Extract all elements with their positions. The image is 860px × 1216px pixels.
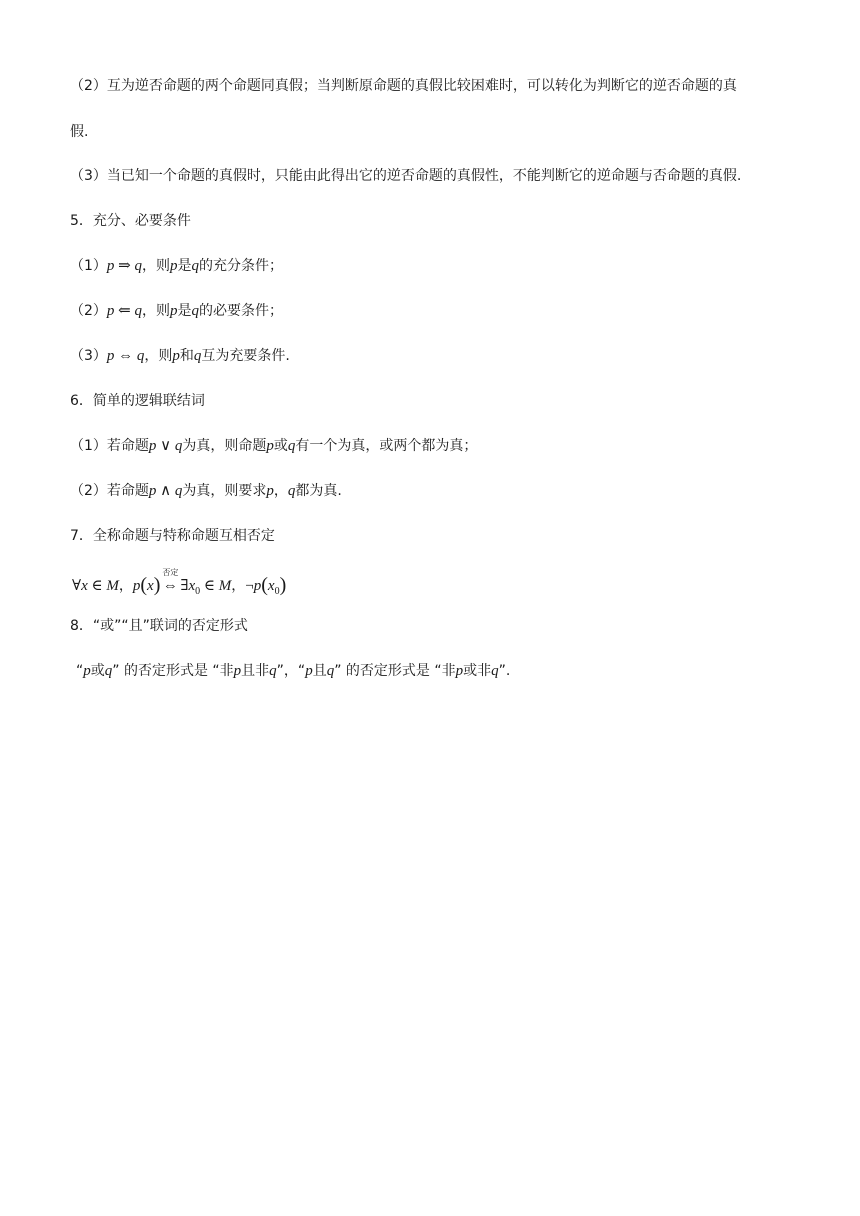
math-x: x bbox=[147, 578, 154, 594]
text-or: 或 bbox=[273, 438, 288, 454]
and-symbol: ∧ bbox=[156, 483, 175, 499]
element-of-symbol: ∈ bbox=[87, 578, 107, 594]
math-q: q bbox=[134, 303, 142, 319]
math-M: M bbox=[218, 578, 232, 594]
math-q: q bbox=[287, 438, 296, 454]
text-and-not: 且非 bbox=[241, 663, 270, 679]
section-5-line-3 bbox=[70, 346, 290, 366]
math-p: p bbox=[455, 663, 464, 679]
text-tail: 有一个为真，或两个都为真； bbox=[295, 438, 478, 454]
text-d: ”. bbox=[498, 663, 511, 679]
text-then: ，则 bbox=[142, 258, 170, 274]
math-q: q bbox=[287, 483, 296, 499]
math-p: p bbox=[106, 258, 115, 274]
math-p: p bbox=[148, 438, 157, 454]
section-7-heading: 7．全称命题与特称命题互相否定 bbox=[70, 528, 275, 544]
subscript-0: 0 bbox=[195, 586, 201, 597]
math-q: q bbox=[193, 348, 202, 364]
line-number: （2）若命题 bbox=[70, 483, 149, 499]
section-5-line-2 bbox=[70, 301, 283, 321]
exists-symbol: ∃ bbox=[180, 578, 189, 594]
math-p: p bbox=[172, 348, 180, 364]
or-symbol: ∨ bbox=[156, 438, 175, 454]
negation-label: 否定 bbox=[162, 568, 179, 577]
section-5-heading: 5．充分、必要条件 bbox=[70, 213, 191, 229]
text-tail: 都为真. bbox=[295, 483, 342, 499]
text-a: 为真，则要求 bbox=[182, 483, 267, 499]
text-is: 是 bbox=[177, 303, 192, 319]
math-p: p bbox=[170, 303, 178, 319]
section-7-formula bbox=[72, 568, 287, 600]
math-q: q bbox=[174, 438, 183, 454]
text-then: ，则 bbox=[144, 348, 173, 364]
item-3-text: （3）当已知一个命题的真假时，只能由此得出它的逆否命题的真假性，不能判断它的逆命题与否命题的真假. bbox=[70, 168, 742, 184]
text-sep: ， bbox=[273, 483, 288, 499]
element-of-symbol: ∈ bbox=[200, 578, 219, 594]
implied-by-symbol: ⇐ bbox=[114, 303, 135, 319]
math-q: q bbox=[174, 483, 183, 499]
math-p: p bbox=[148, 483, 157, 499]
implies-symbol: ⇒ bbox=[114, 258, 135, 274]
math-q: q bbox=[191, 303, 199, 319]
math-q: q bbox=[104, 663, 113, 679]
section-8-heading: 8．“或”“且”联词的否定形式 bbox=[70, 618, 248, 634]
text-then: ，则 bbox=[142, 303, 170, 319]
math-q: q bbox=[491, 663, 499, 679]
math-q: q bbox=[136, 348, 145, 364]
section-5-line-1 bbox=[70, 256, 283, 276]
math-p: p bbox=[106, 303, 115, 319]
section-6-heading: 6．简单的逻辑联结词 bbox=[70, 393, 205, 409]
math-p: p bbox=[170, 258, 178, 274]
section-8-line bbox=[76, 661, 510, 681]
not-symbol: ¬ bbox=[245, 578, 254, 594]
math-p: p bbox=[253, 578, 262, 594]
section-6-line-2 bbox=[70, 481, 342, 501]
text-and: 且 bbox=[312, 663, 327, 679]
math-q: q bbox=[191, 258, 199, 274]
iff-symbol: ⇔ bbox=[162, 578, 178, 594]
text-or: 或 bbox=[90, 663, 105, 679]
text-tail: 互为充要条件. bbox=[201, 348, 290, 364]
item-2-continuation: 假. bbox=[70, 124, 89, 140]
text-tail: 的充分条件； bbox=[199, 258, 283, 274]
right-paren: ) bbox=[153, 574, 161, 596]
comma: ， bbox=[231, 578, 246, 594]
text-c: ” 的否定形式是 “非 bbox=[334, 663, 456, 679]
iff-symbol: ⇔ bbox=[114, 348, 137, 364]
line-number: （1）若命题 bbox=[70, 438, 149, 454]
math-M: M bbox=[106, 578, 119, 594]
math-p: p bbox=[106, 348, 115, 364]
text-tail: 的必要条件； bbox=[199, 303, 283, 319]
math-q: q bbox=[326, 663, 335, 679]
math-p: p bbox=[266, 438, 274, 454]
math-p: p bbox=[305, 663, 313, 679]
math-q: q bbox=[134, 258, 142, 274]
line-number: （2） bbox=[70, 303, 107, 319]
comma: ， bbox=[118, 578, 133, 594]
text-and: 和 bbox=[179, 348, 194, 364]
math-p: p bbox=[83, 663, 91, 679]
text-a: ” 的否定形式是 “非 bbox=[112, 663, 234, 679]
right-paren: ) bbox=[279, 574, 287, 596]
subscript-0: 0 bbox=[274, 586, 280, 597]
negation-iff-arrow bbox=[160, 568, 180, 598]
math-p: p bbox=[266, 483, 274, 499]
left-paren: ( bbox=[261, 574, 268, 596]
forall-symbol: ∀ bbox=[72, 578, 82, 594]
text-b: ”，“ bbox=[276, 663, 306, 679]
math-x: x bbox=[188, 578, 196, 594]
item-2-text: （2）互为逆否命题的两个命题同真假；当判断原命题的真假比较困难时，可以转化为判断它的逆否命题的真 bbox=[70, 78, 737, 94]
math-p: p bbox=[132, 578, 141, 594]
line-number: （1） bbox=[70, 258, 107, 274]
math-p: p bbox=[233, 663, 242, 679]
text-or-not: 或非 bbox=[463, 663, 492, 679]
math-x: x bbox=[267, 578, 275, 594]
open-quote: “ bbox=[76, 663, 84, 679]
text-a: 为真，则命题 bbox=[182, 438, 267, 454]
math-x: x bbox=[81, 578, 88, 594]
section-6-line-1 bbox=[70, 436, 477, 456]
text-is: 是 bbox=[177, 258, 192, 274]
left-paren: ( bbox=[140, 574, 148, 596]
line-number: （3） bbox=[70, 348, 107, 364]
math-q: q bbox=[269, 663, 277, 679]
